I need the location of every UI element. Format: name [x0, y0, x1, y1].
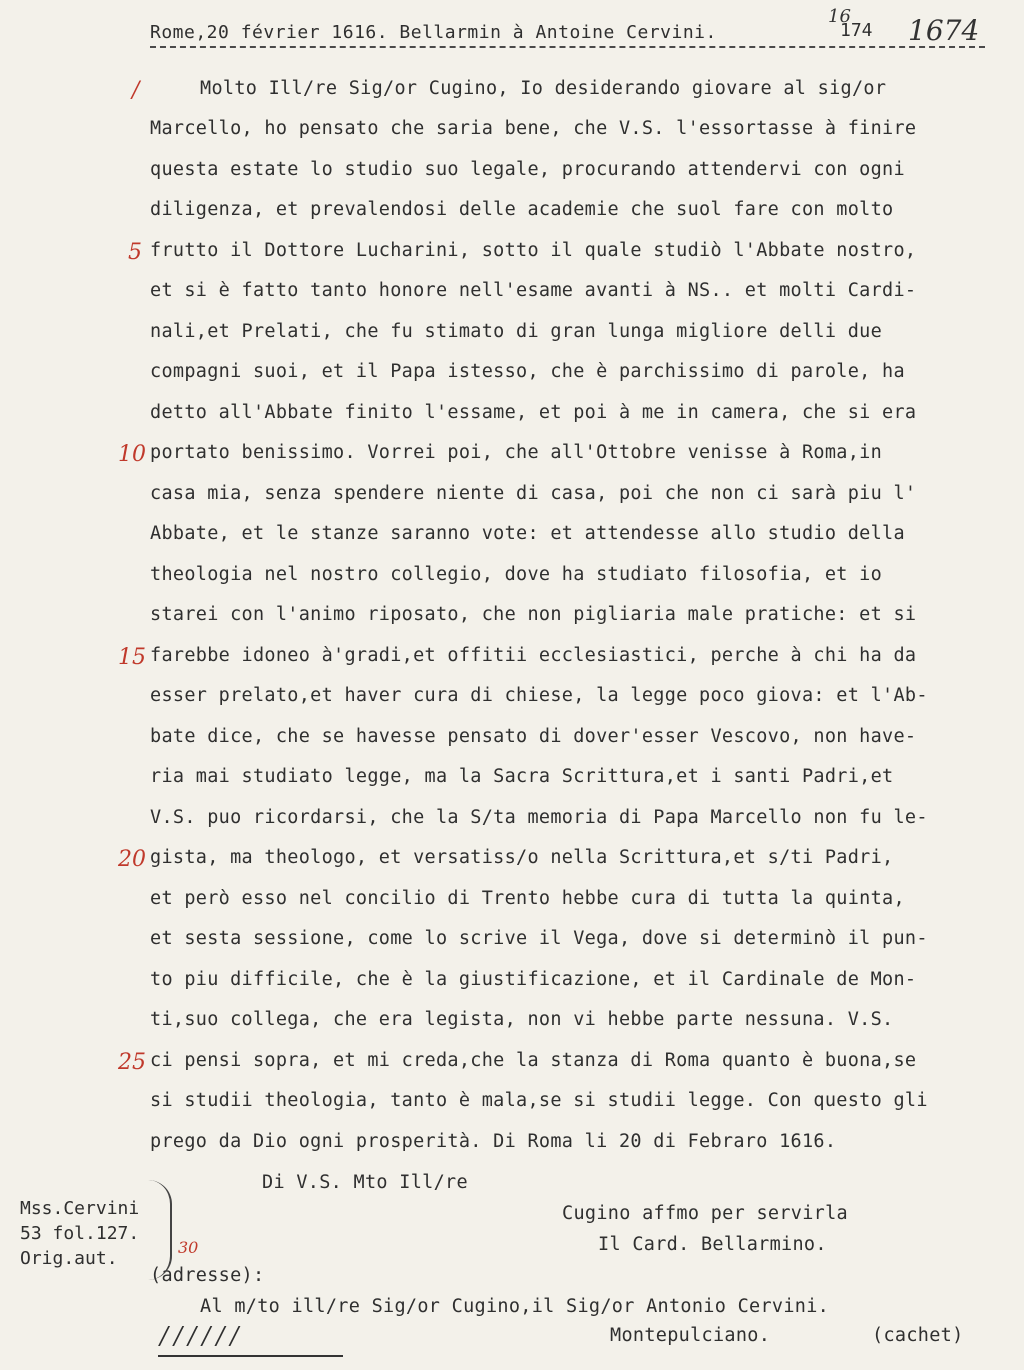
slashes-underline — [158, 1355, 343, 1357]
body-line: bate dice, che se havesse pensato di dover'esser Vescovo, non have- — [150, 726, 917, 747]
body-line: V.S. puo ricordarsi, che la S/ta memoria di Papa Marcello non fu le- — [150, 807, 928, 828]
body-line: detto all'Abbate finito l'essame, et poi à me in camera, che si era — [150, 402, 917, 423]
line-marker-5: 5 — [128, 240, 142, 265]
closing-signature: Il Card. Bellarmino. — [598, 1234, 827, 1255]
body-line: Marcello, ho pensato che saria bene, che V.S. l'essortasse à finire — [150, 118, 917, 139]
body-line: to piu difficile, che è la giustificazione, et il Cardinale de Mon- — [150, 969, 917, 990]
body-line: frutto il Dottore Lucharini, sotto il quale studiò l'Abbate nostro, — [150, 240, 917, 261]
address-line: Al m/to ill/re Sig/or Cugino,il Sig/or Antonio Cervini. — [200, 1296, 830, 1317]
body-line: gista, ma theologo, et versatiss/o nella Scrittura,et s/ti Padri, — [150, 847, 894, 868]
body-line: compagni suoi, et il Papa istesso, che è parchissimo di parole, ha — [150, 361, 905, 382]
body-line: theologia nel nostro collegio, dove ha studiato filosofia, et io — [150, 564, 883, 585]
body-line: ti,suo collega, che era legista, non vi hebbe parte nessuna. V.S. — [150, 1009, 894, 1030]
reference-line-2: 53 fol.127. — [20, 1223, 140, 1244]
body-line: starei con l'animo riposato, che non pigliaria male pratiche: et si — [150, 604, 917, 625]
body-line: ci pensi sopra, et mi creda,che la stanza di Roma quanto è buona,se — [150, 1050, 917, 1071]
body-line: Molto Ill/re Sig/or Cugino, Io desiderando giovare al sig/or — [200, 78, 887, 99]
folio-typed-number: 174 — [840, 20, 873, 41]
reference-line-1: Mss.Cervini — [20, 1198, 140, 1219]
archive-reference — [20, 1196, 139, 1271]
address-place: Montepulciano. — [610, 1325, 771, 1346]
reference-line-3: Orig.aut. — [20, 1248, 118, 1269]
body-line: prego da Dio ogni prosperità. Di Roma li 20 di Febraro 1616. — [150, 1131, 837, 1152]
seal-note: (cachet) — [872, 1325, 964, 1346]
body-line: si studii theologia, tanto è mala,se si studii legge. Con questo gli — [150, 1090, 928, 1111]
body-line: et si è fatto tanto honore nell'esame avanti à NS.. et molti Cardi- — [150, 280, 917, 301]
line-marker-30: 30 — [178, 1238, 199, 1257]
line-marker-10: 10 — [118, 442, 146, 467]
body-line: questa estate lo studio suo legale, procurando attendervi con ogni — [150, 159, 905, 180]
body-line: et però esso nel concilio di Trento hebbe cura di tutta la quinta, — [150, 888, 905, 909]
body-line: diligenza, et prevalendosi delle academie che suol fare con molto — [150, 199, 894, 220]
reference-bracket — [148, 1180, 172, 1280]
document-header: Rome,20 février 1616. Bellarmin à Antoine Cervini. — [150, 22, 717, 43]
line-marker-1: / — [132, 78, 140, 103]
header-divider — [150, 46, 985, 48]
line-marker-20: 20 — [118, 847, 146, 872]
body-line: esser prelato,et haver cura di chiese, la legge poco giova: et l'Ab- — [150, 685, 928, 706]
body-line: et sesta sessione, come lo scrive il Vega, dove si determinò il pun- — [150, 928, 928, 949]
line-marker-15: 15 — [118, 645, 146, 670]
handwritten-slashes: ////// — [160, 1322, 245, 1350]
body-line: farebbe idoneo à'gradi,et offitii ecclesiastici, perche à chi ha da — [150, 645, 917, 666]
body-line: nali,et Prelati, che fu stimato di gran lunga migliore delli due — [150, 321, 883, 342]
address-label: (adresse): — [150, 1265, 265, 1286]
closing-signoff: Cugino affmo per servirla — [562, 1203, 848, 1224]
body-line: casa mia, senza spendere niente di casa, poi che non ci sarà piu l' — [150, 483, 917, 504]
closing-salutation: Di V.S. Mto Ill/re — [262, 1172, 468, 1193]
line-marker-25: 25 — [118, 1050, 146, 1075]
folio-handwritten-small: 16 — [828, 6, 851, 27]
body-line: portato benissimo. Vorrei poi, che all'Ottobre venisse à Roma,in — [150, 442, 883, 463]
body-line: ria mai studiato legge, ma la Sacra Scrittura,et i santi Padri,et — [150, 766, 894, 787]
folio-handwritten-number: 1674 — [908, 14, 980, 47]
body-line: Abbate, et le stanze saranno vote: et attendesse allo studio della — [150, 523, 905, 544]
